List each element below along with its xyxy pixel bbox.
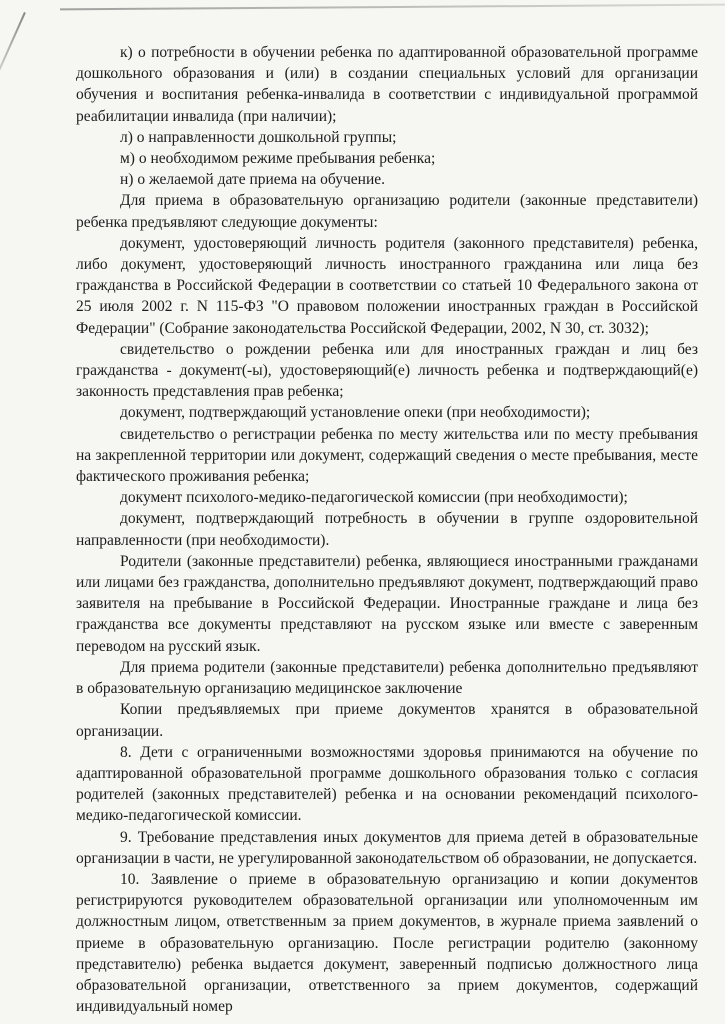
paragraph-8: 8. Дети с ограниченными возможностями здоровья принимаются на обучение по адаптированной образовательной программе дошкольного образования только с согласия родителей (законных представителей) ребенка и на основании рекомендаций психолого-медико-педагогической комиссии. (76, 743, 698, 825)
paragraph-birth-certificate: свидетельство о рождении ребенка или для иностранных граждан и лиц без гражданства - документ(-ы), удостоверяющий(е) личность ребенка и подтверждающий(е) законность представления прав ребенка; (76, 340, 698, 401)
paragraph-copies: Копии предъявляемых при приеме документов хранятся в образовательной организации. (76, 701, 698, 740)
paragraph-pmpk: документ психолого-медико-педагогической комиссии (при необходимости); (120, 489, 628, 507)
paragraph-medical-conclusion: Для приема родители (законные представители) ребенка дополнительно предъявляют в образовательную организацию медицинское заключение (76, 658, 698, 698)
paragraph-documents-intro: Для приема в образовательную организацию родители (законные представители) ребенка предъявляют следующие документы: (76, 192, 698, 231)
scan-edge-top (60, 4, 725, 11)
paragraph-m: м) о необходимом режиме пребывания ребенка; (120, 150, 436, 168)
paragraph-foreign-citizens: Родители (законные представители) ребенка, являющиеся иностранными гражданами или лицами без гражданства, дополнительно предъявляют документ, подтверждающий право заявителя на пребывание в Российской Федерации. Иностранные граждане и лица без гражданства все документы представляют на русском языке или вместе с заверенным переводом на русский язык. (76, 552, 698, 655)
paragraph-guardianship: документ, подтверждающий установление опеки (при необходимости); (120, 404, 591, 422)
document-page (76, 42, 698, 1017)
scan-edge-left (0, 12, 26, 104)
paragraph-health-group: документ, подтверждающий потребность в обучении в группе оздоровительной направленности (при необходимости). (76, 510, 698, 549)
paragraph-n: н) о желаемой дате приема на обучение. (120, 171, 385, 189)
paragraph-10: 10. Заявление о приеме в образовательную организацию и копии документов регистрируются руководителем образовательной организации или уполномоченным им должностным лицом, ответственным за прием документов, в журнале приема заявлений о приеме в образовательную организацию. После регистрации родителю (законному представителю) ребенка выдается документ, заверенный подписью должностного лица образовательной организации, ответственного за прием документов, содержащий индивидуальный номер (76, 870, 698, 1016)
paragraph-registration: свидетельство о регистрации ребенка по месту жительства или по месту пребывания на закрепленной территории или документ, содержащий сведения о месте пребывания, месте фактического проживания ребенка; (76, 425, 698, 486)
paragraph-identity-document: документ, удостоверяющий личность родителя (законного представителя) ребенка, либо документ, удостоверяющий личность иностранного гражданина или лица без гражданства в Российской Федерации в соответствии со статьей 10 Федерального закона от 25 июля 2002 г. N 115-ФЗ "О правовом положении иностранных граждан в Российской Федерации" (Собрание законодательства Российской Федерации, 2002, N 30, ст. 3032); (76, 234, 698, 337)
paragraph-k: к) о потребности в обучении ребенка по адаптированной образовательной программе дошкольного образования и (или) в создании специальных условий для организации обучения и воспитания ребенка-инвалида в соответствии с индивидуальной программой реабилитации инвалида (при наличии); (76, 44, 698, 125)
paragraph-l: л) о направленности дошкольной группы; (120, 128, 397, 146)
paragraph-9: 9. Требование представления иных документов для приема детей в образовательные организации в части, не урегулированной законодательством об образовании, не допускается. (76, 828, 698, 867)
